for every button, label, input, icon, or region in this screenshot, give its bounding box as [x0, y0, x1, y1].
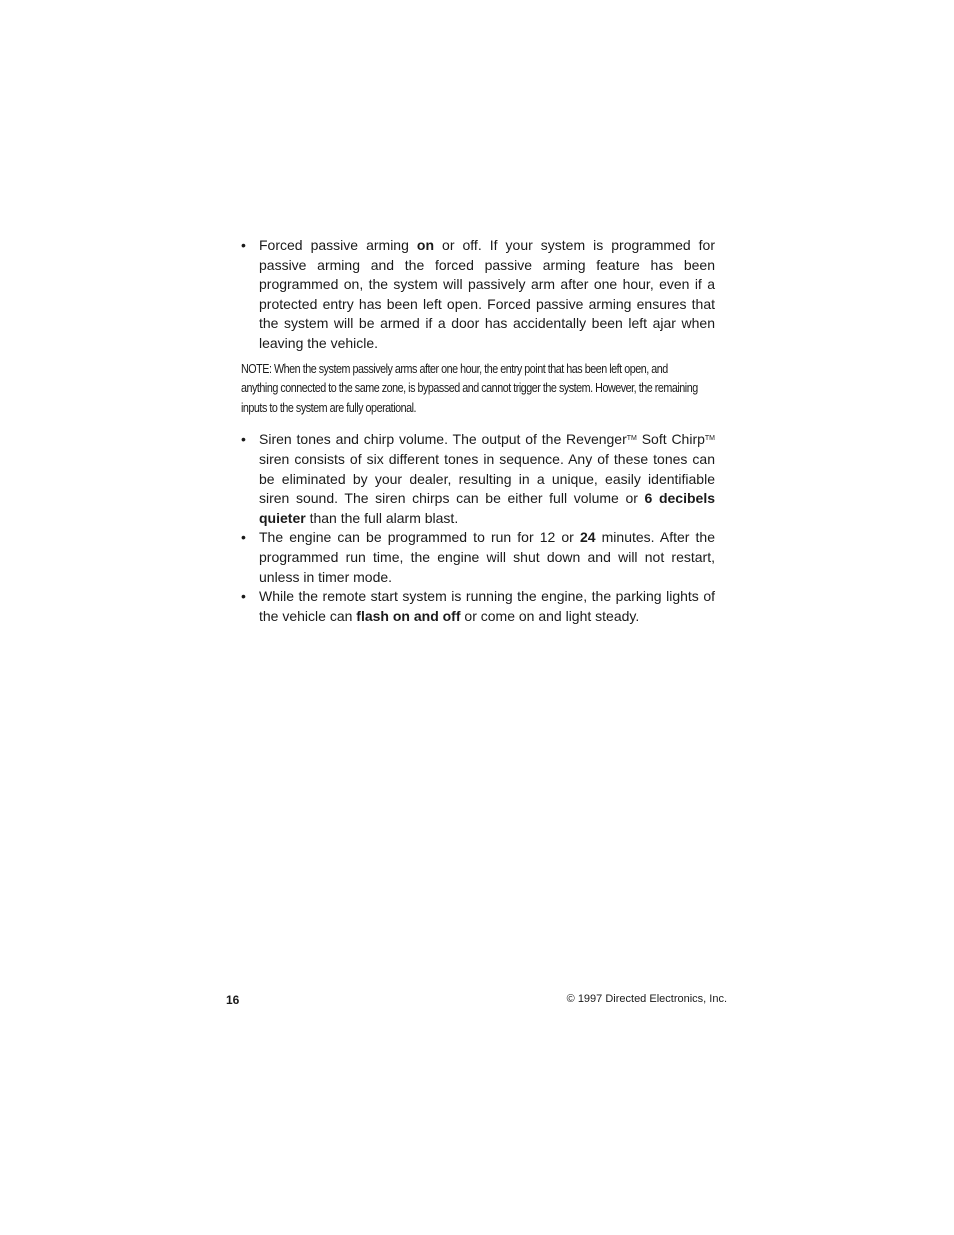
- bullet-text: The engine can be programmed to run for 12 or: [259, 529, 580, 546]
- bullet-marker: •: [241, 237, 246, 253]
- trademark-mark: TM: [704, 435, 716, 443]
- page-number: 16: [226, 993, 240, 1007]
- bullet-parking-lights: [241, 587, 715, 626]
- bullet-text: than the full alarm blast.: [305, 509, 459, 526]
- bullet-bold-text: flash on and off: [356, 607, 461, 624]
- bullet-text: or off. If your system is programmed for passive arming and the forced passive arming feature has been programmed on, the system will passively arm after one hour, even if a protected entry has been left open. Forced passive arming ensures that the system will be armed if a door has accidentally been left ajar when leaving the vehicle.: [259, 237, 715, 351]
- bullet-text: siren consists of six different tones in sequence. Any of these tones can be eliminated by your dealer, resulting in a unique, easily identifiable siren sound. The siren chirps can be either full volume or: [259, 450, 715, 507]
- bullet-forced-passive-arming: [241, 236, 715, 354]
- bullet-text: minutes. After the programmed run time, the engine will shut down and will not restart, unless in timer mode.: [259, 529, 715, 585]
- bullet-marker: •: [241, 588, 246, 605]
- bullet-bold-text: on: [416, 237, 435, 253]
- document-body: [241, 236, 715, 626]
- bullet-text: While the remote start system is running the engine, the parking lights of the vehicle can: [259, 588, 715, 624]
- bullet-siren-tones: [241, 430, 715, 528]
- bullet-text: Forced passive arming: [259, 237, 417, 253]
- bullet-text: Siren tones and chirp volume. The output of the Revenger: [259, 431, 627, 448]
- bullet-marker: •: [241, 431, 246, 448]
- bullet-text: Soft Chirp: [636, 431, 705, 448]
- trademark-mark: TM: [626, 435, 637, 443]
- copyright-notice: © 1997 Directed Electronics, Inc.: [566, 993, 727, 1005]
- bullet-bold-text: 24: [579, 529, 596, 546]
- bullet-bold-text: 6 decibels quieter: [259, 490, 715, 526]
- bullet-marker: •: [241, 529, 246, 546]
- bullet-text: or come on and light steady.: [460, 607, 640, 624]
- note-paragraph: NOTE: When the system passively arms after one hour, the entry point that has been left open, and anything connected to the same zone, is bypassed and cannot trigger the system. However, the remaining inputs to the system are fully operational.: [241, 361, 698, 415]
- bullet-engine-run-time: [241, 528, 715, 587]
